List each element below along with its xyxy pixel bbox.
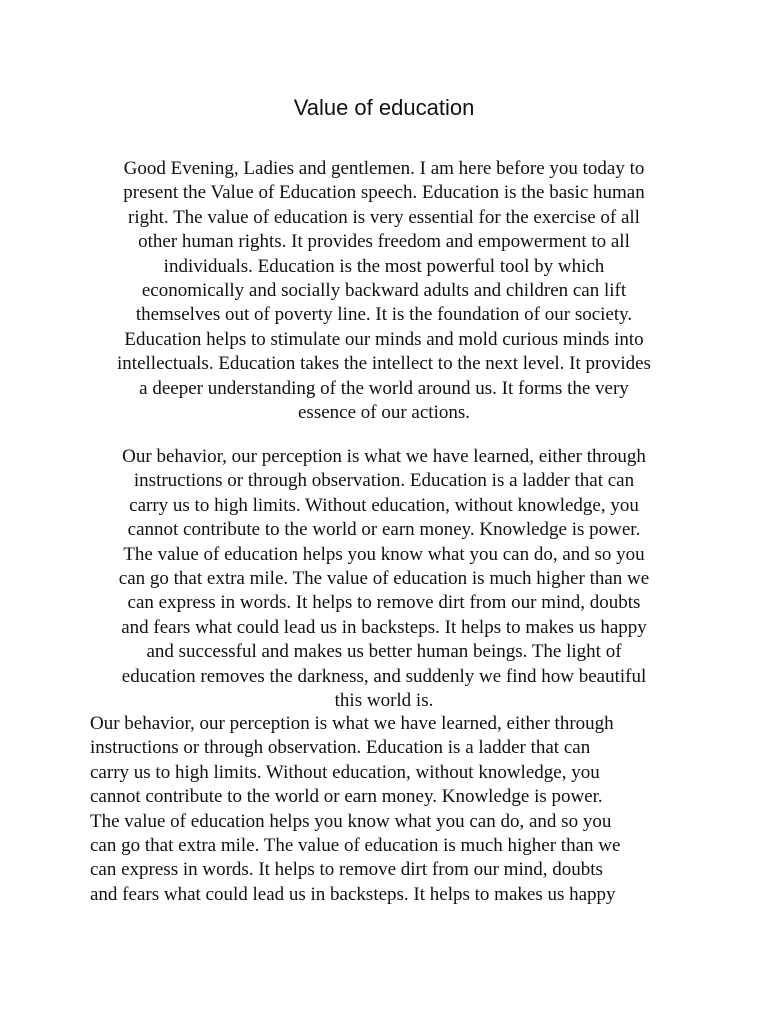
paragraph-2-line: instructions or through observation. Education is a ladder that can	[133, 470, 635, 492]
paragraph-1-line: present the Value of Education speech. Education is the basic human	[123, 182, 645, 204]
paragraph-2-line: The value of education helps you know what you can do, and so you	[123, 543, 645, 565]
paragraph-2-line: Our behavior, our perception is what we have learned, either through	[122, 446, 646, 467]
paragraph-1-line: Education helps to stimulate our minds and mold curious minds into	[124, 328, 644, 350]
paragraph-2-line: cannot contribute to the world or earn money. Knowledge is power.	[127, 519, 641, 541]
paragraph-2	[88, 445, 680, 713]
paragraph-2-line: can express in words. It helps to remove dirt from our mind, doubts	[127, 592, 641, 614]
paragraph-2-line: and fears what could lead us in backsteps. It helps to makes us happy	[121, 616, 647, 638]
paragraph-3-line: cannot contribute to the world or earn money. Knowledge is power.	[90, 786, 603, 808]
paragraph-3-line: carry us to high limits. Without education, without knowledge, you	[90, 761, 600, 783]
paragraph-1-line: a deeper understanding of the world around us. It forms the very	[139, 377, 629, 399]
paragraph-2-line: can go that extra mile. The value of education is much higher than we	[118, 568, 650, 590]
paragraph-3-line: and fears what could lead us in backsteps. It helps to makes us happy	[90, 883, 616, 905]
paragraph-3-line: The value of education helps you know what you can do, and so you	[90, 810, 612, 832]
paragraph-2-line: carry us to high limits. Without education, without knowledge, you	[129, 494, 639, 516]
paragraph-1-line: themselves out of poverty line. It is the foundation of our society.	[135, 304, 633, 326]
paragraph-3	[90, 712, 664, 907]
paragraph-3-line: instructions or through observation. Education is a ladder that can	[90, 737, 591, 759]
paragraph-1-line: intellectuals. Education takes the intellect to the next level. It provides	[117, 353, 651, 375]
paragraph-3-line: can express in words. It helps to remove dirt from our mind, doubts	[90, 859, 603, 881]
document-title: Value of education	[293, 95, 475, 120]
paragraph-3-line: Our behavior, our perception is what we have learned, either through	[90, 713, 614, 734]
paragraph-1-line: right. The value of education is very essential for the exercise of all	[128, 206, 640, 228]
paragraph-1-line: economically and socially backward adults and children can lift	[141, 280, 627, 302]
paragraph-2-line: this world is.	[334, 690, 434, 712]
paragraph-3-line: can go that extra mile. The value of education is much higher than we	[90, 835, 621, 857]
paragraph-1	[88, 157, 680, 425]
paragraph-1-line: Good Evening, Ladies and gentlemen. I am here before you today to	[123, 158, 645, 179]
paragraph-2-line: education removes the darkness, and suddenly we find how beautiful	[121, 665, 647, 687]
paragraph-1-line: other human rights. It provides freedom and empowerment to all	[138, 231, 630, 253]
paragraph-1-line: individuals. Education is the most powerful tool by which	[163, 255, 605, 277]
paragraph-1-line: essence of our actions.	[298, 402, 470, 424]
paragraph-2-line: and successful and makes us better human beings. The light of	[146, 641, 622, 663]
